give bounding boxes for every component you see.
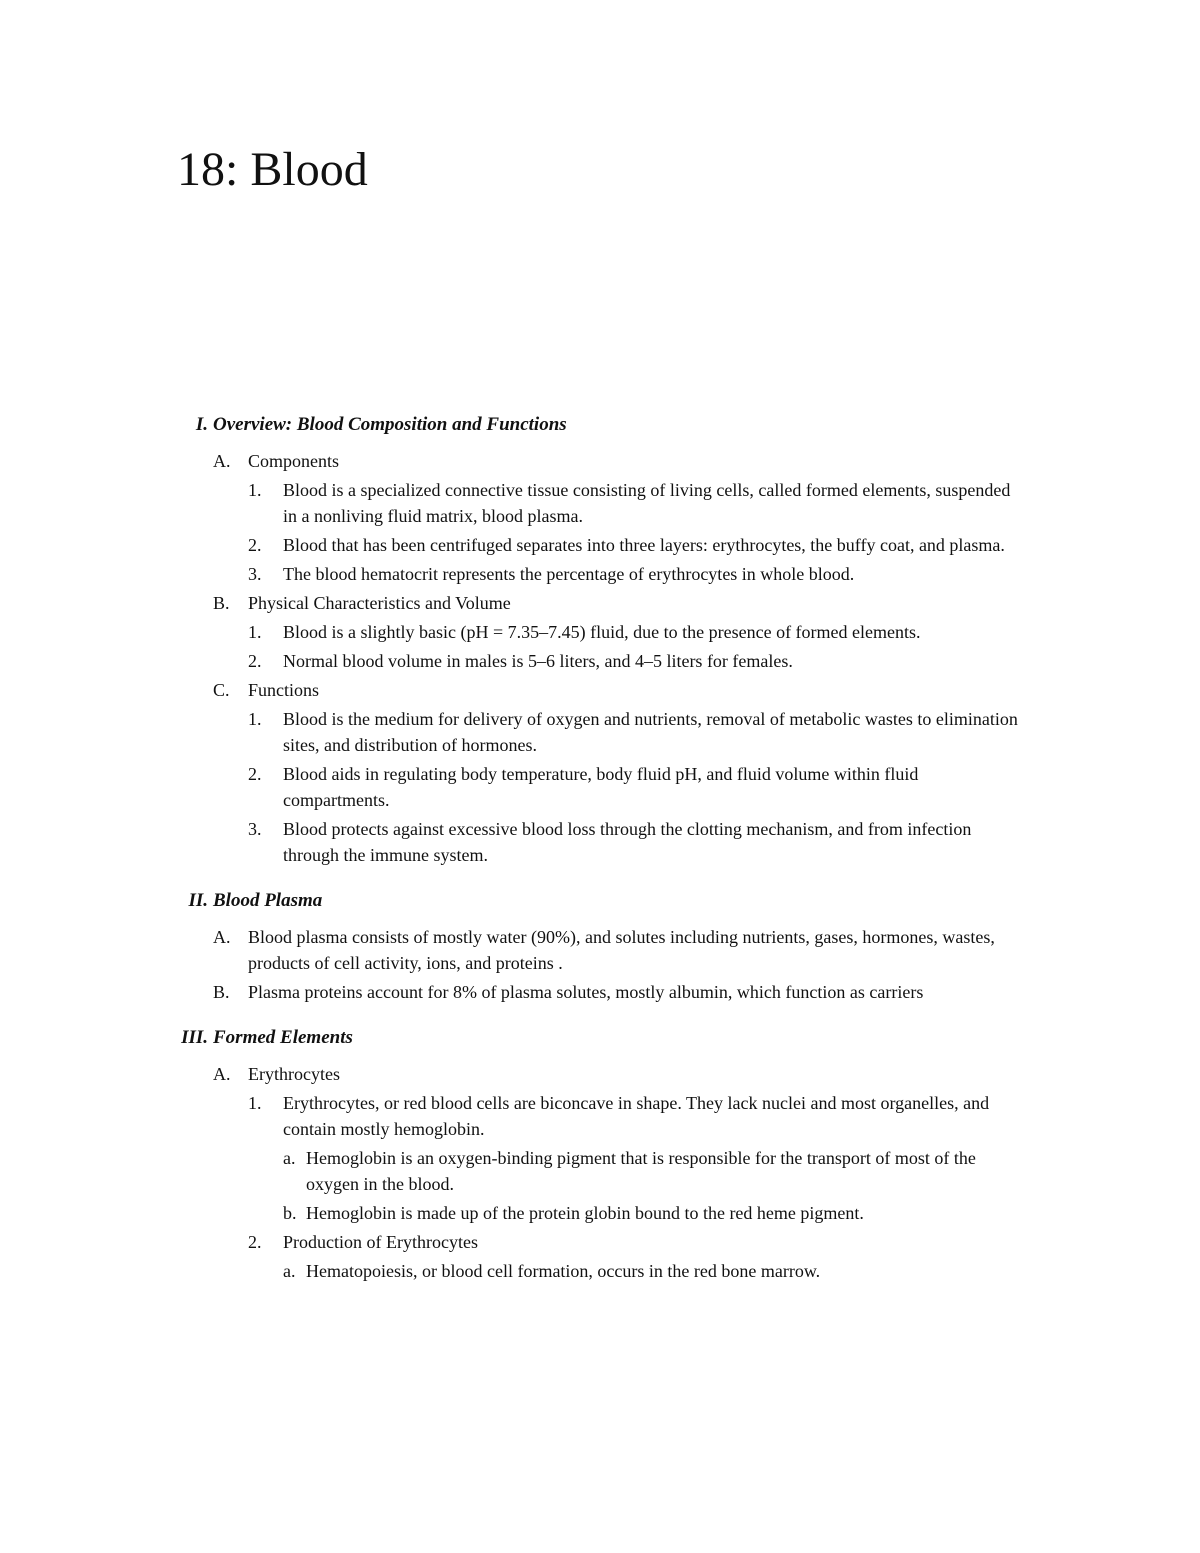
list-item-text: Functions: [248, 680, 320, 700]
list-item: [0, 761, 1200, 813]
list-item-text: Normal blood volume in males is 5–6 liters, and 4–5 liters for females.: [283, 651, 793, 671]
list-marker: B.: [213, 593, 230, 613]
list-item-text: Production of Erythrocytes: [283, 1232, 478, 1252]
list-marker: 1.: [248, 480, 262, 500]
list-item: [0, 532, 1200, 558]
list-marker: B.: [213, 982, 230, 1002]
list-item: [0, 706, 1200, 758]
section-number: III.: [181, 1027, 208, 1048]
list-item: [0, 477, 1200, 529]
list-item: [0, 1090, 1200, 1142]
list-item-text: Components: [248, 451, 340, 471]
list-marker: b.: [283, 1203, 297, 1223]
section-number: I.: [195, 414, 208, 435]
list-item-text: Blood that has been centrifuged separates into three layers: erythrocytes, the buffy coat, and plasma.: [283, 535, 1005, 555]
list-item: [0, 924, 1200, 976]
list-item: [0, 1229, 1200, 1255]
list-item: [0, 1061, 1200, 1087]
list-item: [0, 979, 1200, 1005]
list-item-text: Erythrocytes: [248, 1064, 340, 1084]
list-item-text: Blood is a specialized connective tissue consisting of living cells, called formed elements, suspended in a nonliving fluid matrix, blood plasma.: [283, 480, 1011, 526]
list-marker: 3.: [248, 564, 262, 584]
list-item: [0, 1145, 1200, 1197]
list-marker: 1.: [248, 709, 262, 729]
list-item: [0, 1258, 1200, 1284]
list-marker: 2.: [248, 764, 262, 784]
list-marker: 1.: [248, 622, 262, 642]
section-title: Overview: Blood Composition and Functions: [213, 414, 567, 435]
list-marker: 2.: [248, 535, 262, 555]
list-marker: 3.: [248, 819, 262, 839]
section-heading-1: [0, 408, 1200, 442]
list-item-text: Blood plasma consists of mostly water (90%), and solutes including nutrients, gases, hormones, wastes, products of cell activity, ions, and proteins .: [248, 927, 995, 973]
list-item-text: Hemoglobin is made up of the protein globin bound to the red heme pigment.: [306, 1203, 864, 1223]
list-marker: a.: [283, 1148, 296, 1168]
list-item-text: Physical Characteristics and Volume: [248, 593, 511, 613]
list-item-text: Blood is the medium for delivery of oxygen and nutrients, removal of metabolic wastes to elimination sites, and distribution of hormones.: [283, 709, 1018, 755]
list-item: [0, 816, 1200, 868]
section-title: Formed Elements: [213, 1027, 353, 1048]
list-marker: a.: [283, 1261, 296, 1281]
list-item-text: Hemoglobin is an oxygen-binding pigment that is responsible for the transport of most of the oxygen in the blood.: [306, 1148, 976, 1194]
section-heading-2: [0, 884, 1200, 918]
list-marker: A.: [213, 451, 231, 471]
list-item: [0, 648, 1200, 674]
list-item-text: The blood hematocrit represents the percentage of erythrocytes in whole blood.: [283, 564, 855, 584]
list-item: [0, 1200, 1200, 1226]
list-item-text: Blood is a slightly basic (pH = 7.35–7.45) fluid, due to the presence of formed elements.: [283, 622, 921, 642]
list-item-text: Erythrocytes, or red blood cells are biconcave in shape. They lack nuclei and most organelles, and contain mostly hemoglobin.: [283, 1093, 990, 1139]
section-title: Blood Plasma: [213, 890, 323, 911]
list-item: [0, 448, 1200, 474]
list-marker: 1.: [248, 1093, 262, 1113]
list-item-text: Plasma proteins account for 8% of plasma solutes, mostly albumin, which function as carriers: [248, 982, 924, 1002]
list-item-text: Hematopoiesis, or blood cell formation, occurs in the red bone marrow.: [306, 1261, 821, 1281]
list-item-text: Blood protects against excessive blood loss through the clotting mechanism, and from infection through the immune system.: [283, 819, 972, 865]
list-marker: A.: [213, 1064, 231, 1084]
list-marker: 2.: [248, 1232, 262, 1252]
list-marker: 2.: [248, 651, 262, 671]
document-title: 18: Blood: [177, 143, 368, 196]
list-item: [0, 619, 1200, 645]
list-marker: C.: [213, 680, 230, 700]
list-item: [0, 677, 1200, 703]
section-heading-3: [0, 1021, 1200, 1055]
list-marker: A.: [213, 927, 231, 947]
section-number: II.: [188, 890, 208, 911]
list-item: [0, 590, 1200, 616]
list-item: [0, 561, 1200, 587]
list-item-text: Blood aids in regulating body temperature, body fluid pH, and fluid volume within fluid compartments.: [283, 764, 919, 810]
document-body: [0, 408, 1200, 1284]
